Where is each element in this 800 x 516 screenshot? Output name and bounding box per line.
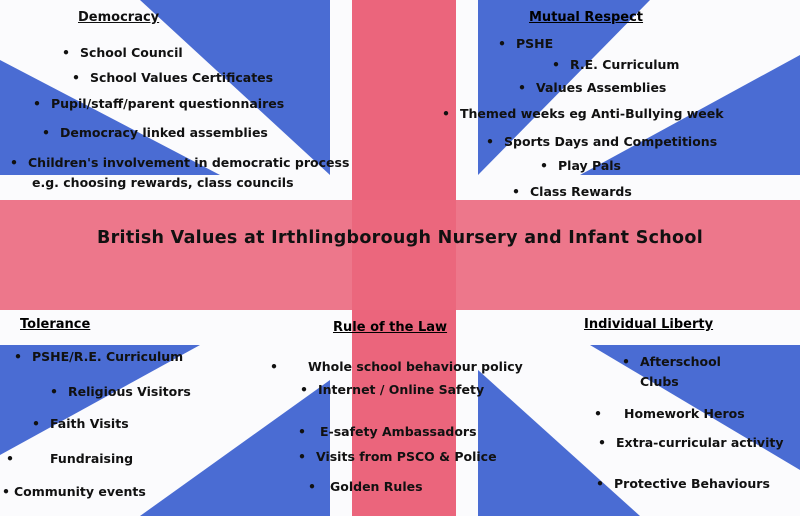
democracy-item: • Children's involvement in democratic process	[10, 155, 350, 170]
rule-of-law-item: • Golden Rules	[308, 479, 423, 494]
democracy-heading: Democracy	[78, 10, 160, 25]
democracy-item: • School Values Certificates	[72, 70, 274, 85]
individual-liberty-item: • Homework Heros	[594, 406, 745, 421]
individual-liberty-item: • Protective Behaviours	[596, 476, 770, 491]
mutual-respect-item: • Themed weeks eg Anti-Bullying week	[442, 106, 724, 121]
rule-of-law-item: • Internet / Online Safety	[300, 382, 485, 397]
democracy-item: • Democracy linked assemblies	[42, 125, 268, 140]
democracy-item: • School Council	[62, 45, 183, 60]
mutual-respect-item: • Class Rewards	[512, 184, 632, 199]
mutual-respect-item: • Sports Days and Competitions	[486, 134, 718, 149]
tolerance-item: • Community events	[2, 484, 146, 499]
individual-liberty-item-continuation: Clubs	[640, 374, 679, 389]
rule-of-law-item: • E-safety Ambassadors	[298, 424, 477, 439]
individual-liberty-item: • Extra-curricular activity	[598, 435, 784, 450]
rule-of-law-item: • Visits from PSCO & Police	[298, 449, 497, 464]
mutual-respect-item: • Values Assemblies	[518, 80, 667, 95]
mutual-respect-item: • PSHE	[498, 36, 554, 51]
mutual-respect-heading: Mutual Respect	[529, 10, 644, 25]
tolerance-heading: Tolerance	[20, 317, 91, 332]
mutual-respect-item: • Play Pals	[540, 158, 621, 173]
democracy-item: • Pupil/staff/parent questionnaires	[33, 96, 285, 111]
rule-of-law-heading: Rule of the Law	[333, 320, 448, 335]
tolerance-item: • PSHE/R.E. Curriculum	[14, 349, 184, 364]
tolerance-item: • Religious Visitors	[50, 384, 191, 399]
tolerance-item: • Fundraising	[6, 451, 134, 466]
poster-title: British Values at Irthlingborough Nursery and Infant School	[96, 228, 703, 248]
tolerance-item: • Faith Visits	[32, 416, 129, 431]
individual-liberty-heading: Individual Liberty	[584, 317, 714, 332]
rule-of-law-item: • Whole school behaviour policy	[270, 359, 523, 374]
mutual-respect-item: • R.E. Curriculum	[552, 57, 680, 72]
democracy-item-continuation: e.g. choosing rewards, class councils	[32, 175, 294, 190]
flag-red-wash	[0, 200, 800, 310]
individual-liberty-item: • Afterschool	[622, 354, 721, 369]
